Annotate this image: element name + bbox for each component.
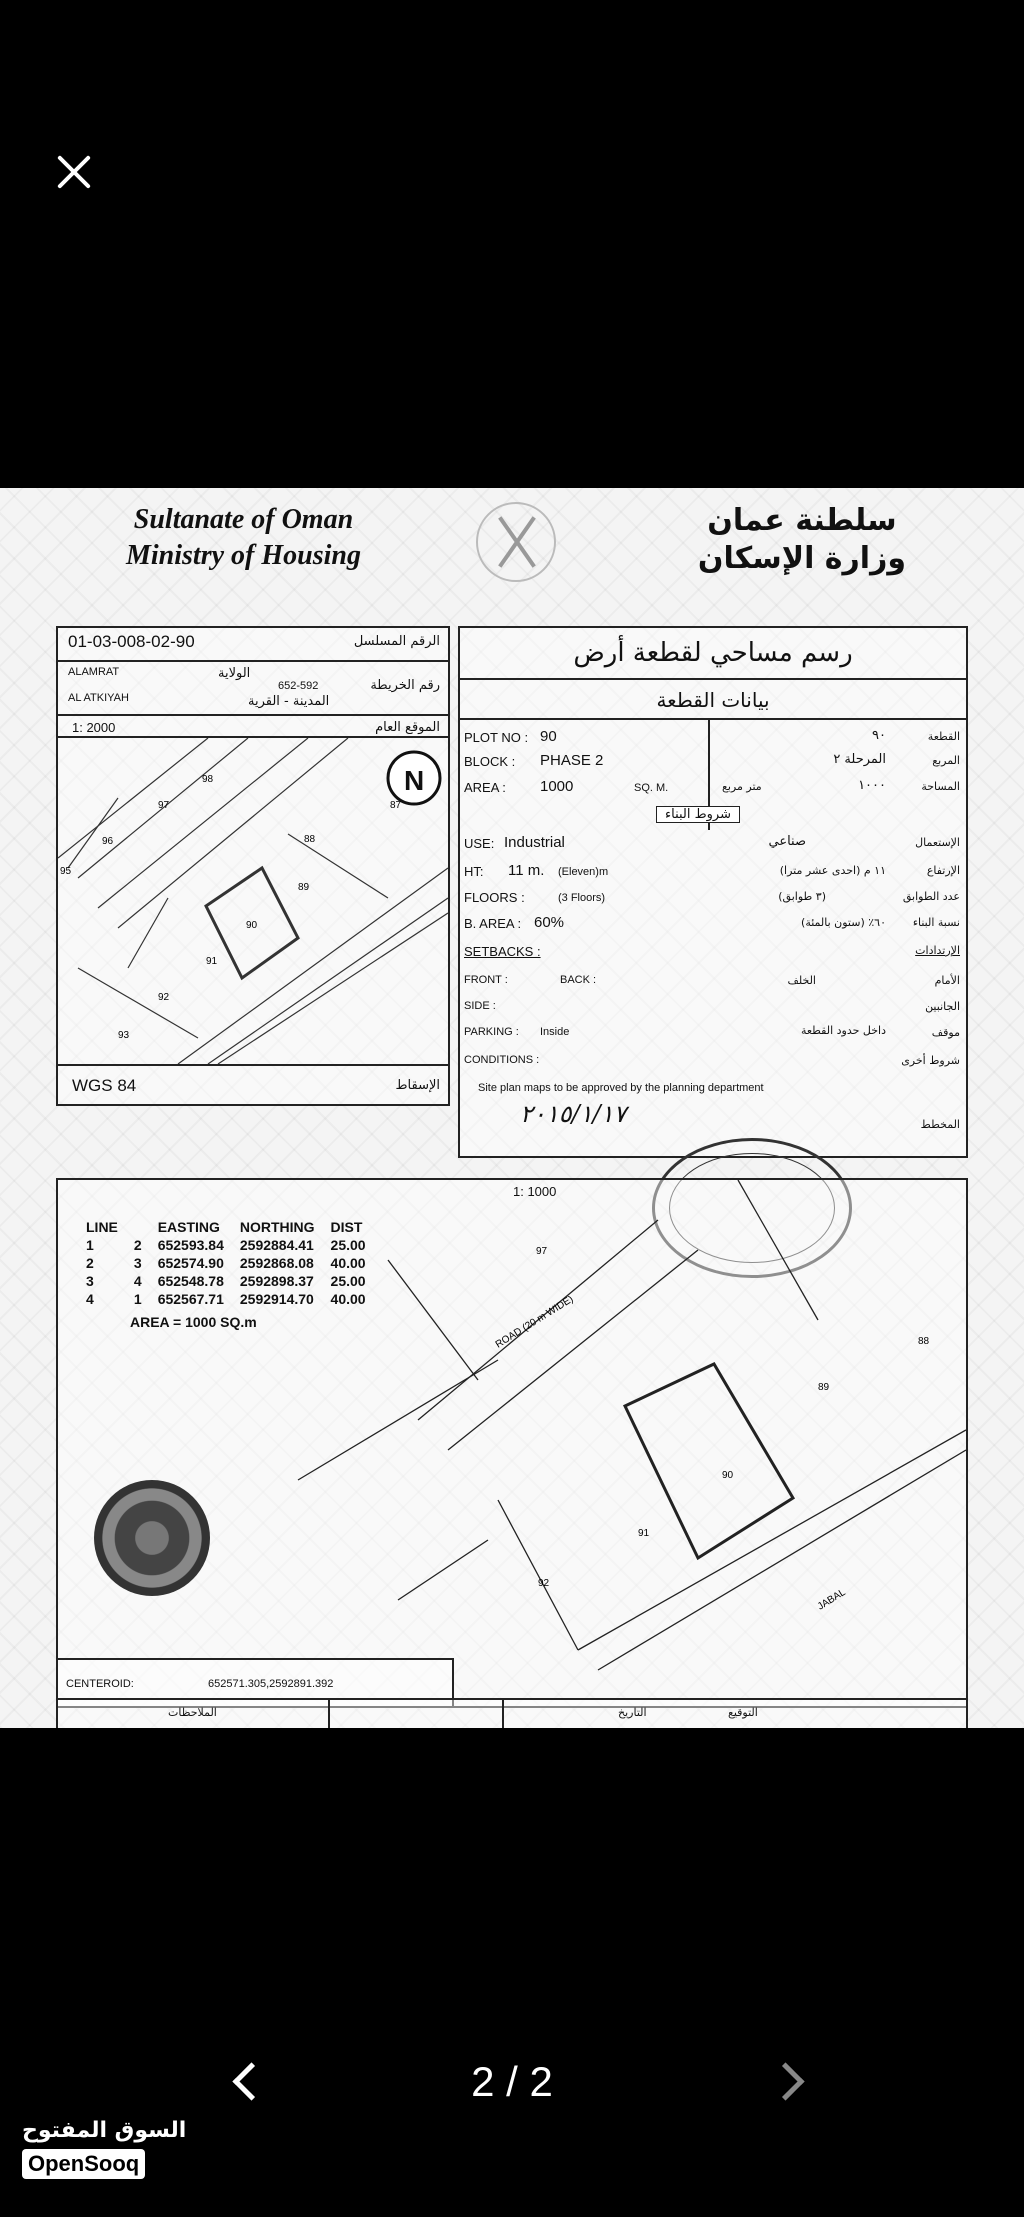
- table-cell: NORTHING: [239, 1219, 315, 1235]
- road-line: [208, 898, 448, 1064]
- block-value-ar: المرحلة ٢: [833, 752, 886, 767]
- map-number-label-ar: رقم الخريطة: [370, 678, 440, 693]
- plot-label: 97: [536, 1246, 548, 1257]
- general-map-drawing: [58, 738, 448, 1064]
- plot-label: 88: [918, 1336, 930, 1347]
- back-label: BACK :: [560, 974, 597, 986]
- other-conditions-label-ar: شروط أخرى: [901, 1054, 960, 1067]
- previous-image-button[interactable]: [222, 2060, 262, 2100]
- table-cell: 1: [86, 1237, 94, 1253]
- title-box: [458, 626, 968, 680]
- plot-label: 91: [206, 956, 218, 967]
- logo-english: OpenSooq: [22, 2149, 145, 2179]
- table-cell: DIST: [330, 1219, 363, 1235]
- general-scale: 1: 2000: [72, 720, 116, 735]
- table-cell: 4: [86, 1291, 94, 1307]
- table-cell: 2: [86, 1255, 94, 1271]
- plot-label: 88: [304, 834, 316, 845]
- table-cell: EASTING: [157, 1219, 220, 1235]
- area-label-ar: المساحة: [921, 780, 960, 793]
- table-cell: 2592884.41: [239, 1237, 314, 1253]
- planner-label-ar: المخطط: [920, 1118, 960, 1131]
- plot-label: 92: [158, 992, 170, 1003]
- area-value-ar: ١٠٠٠: [858, 778, 886, 793]
- plot-label: 92: [538, 1578, 550, 1589]
- logo-arabic: السوق المفتوح: [22, 2118, 187, 2143]
- projection-box: [56, 1064, 450, 1106]
- projection-label-ar: الإسقاط: [395, 1078, 440, 1093]
- area-unit-ar: متر مربع: [722, 780, 762, 793]
- building-area-value-ar: ٦٠٪ (ستون بالمئة): [801, 916, 886, 929]
- parking-value: Inside: [540, 1026, 570, 1038]
- block-label: BLOCK :: [464, 754, 516, 769]
- detail-map-panel: [56, 1178, 968, 1708]
- plot-no-label: PLOT NO :: [464, 730, 529, 745]
- height-label: HT:: [464, 864, 484, 879]
- signature-label-ar: التوقيع: [728, 1706, 758, 1719]
- parcel-line: [128, 898, 168, 968]
- building-area-value: 60%: [534, 914, 565, 931]
- plot-label: 93: [118, 1030, 130, 1041]
- table-cell: 2592868.08: [239, 1255, 314, 1271]
- table-cell: 25.00: [330, 1273, 366, 1289]
- jabal-label: JABAL: [815, 1587, 848, 1613]
- centeroid-label: CENTEROID:: [66, 1678, 134, 1690]
- plot-no-value-ar: ٩٠: [872, 728, 886, 743]
- back-label-ar: الخلف: [787, 974, 816, 987]
- parcel-line: [78, 968, 198, 1038]
- road-label: ROAD (20 m WIDE): [493, 1293, 576, 1351]
- centeroid-value: 652571.305,2592891.392: [208, 1678, 334, 1690]
- floors-value-ar: (٣ طوابق): [778, 890, 826, 903]
- height-words: (Eleven)m: [558, 866, 609, 878]
- setbacks-label: SETBACKS :: [464, 944, 541, 959]
- setbacks-label-ar: الإرتدادات: [915, 944, 960, 957]
- village-value: AL ATKIYAH: [68, 692, 129, 704]
- handwritten-date: ٢٠١٥/١/١٧: [520, 1100, 627, 1128]
- table-cell: 3: [86, 1273, 94, 1289]
- country-name: Sultanate of Oman: [133, 504, 354, 535]
- plot-label: 96: [102, 836, 114, 847]
- parking-label-ar: موقف: [931, 1026, 960, 1039]
- front-label-ar: الأمام: [934, 974, 960, 987]
- date-label-ar: التاريخ: [618, 1706, 647, 1719]
- use-label-ar: الإستعمال: [915, 836, 960, 849]
- general-location-map: [56, 736, 450, 1066]
- gallery-navigation: [0, 2040, 1024, 2120]
- plot-label: 98: [202, 774, 214, 785]
- plot-no-value: 90: [540, 728, 557, 745]
- general-location-label-ar: الموقع العام: [375, 720, 440, 735]
- ministry-name-ar: وزارة الإسكان: [697, 541, 906, 576]
- block-label-ar: المربع: [932, 754, 960, 767]
- next-image-button[interactable]: [768, 2060, 808, 2100]
- side-label-ar: الجانبين: [925, 1000, 960, 1013]
- table-cell: 2: [133, 1237, 142, 1253]
- block-value: PHASE 2: [540, 752, 604, 769]
- plot-data-header: [458, 678, 968, 720]
- table-cell: 40.00: [330, 1255, 366, 1271]
- plot-label: 95: [60, 866, 72, 877]
- detail-map-drawing: [58, 1180, 966, 1706]
- opensooq-logo: [22, 2118, 186, 2179]
- road-line: [218, 913, 448, 1064]
- table-cell: LINE: [86, 1219, 118, 1235]
- parcel-line: [68, 798, 118, 868]
- wilayat-value: ALAMRAT: [68, 666, 120, 678]
- area-value: 1000: [540, 778, 574, 795]
- official-seal-icon: [94, 1480, 210, 1596]
- image-counter: 2 / 2: [471, 2058, 553, 2105]
- plot-label: 89: [298, 882, 310, 893]
- wilayat-label-ar: الولاية: [218, 666, 251, 681]
- conditions-label: CONDITIONS :: [464, 1054, 540, 1066]
- use-label: USE:: [464, 836, 495, 851]
- plot-label: 87: [390, 800, 402, 811]
- serial-box: [56, 626, 450, 738]
- serial-number: 01-03-008-02-90: [68, 632, 195, 651]
- plot-90-boundary: [625, 1364, 793, 1558]
- map-number: 652-592: [278, 680, 319, 692]
- document-title-ar: رسم مساحي لقطعة أرض: [573, 638, 853, 668]
- area-label: AREA :: [464, 780, 506, 795]
- plot-data-panel: [458, 718, 968, 1158]
- floors-value: (3 Floors): [558, 892, 606, 904]
- front-label: FRONT :: [464, 974, 508, 986]
- plot-label: 91: [638, 1528, 650, 1539]
- plot-label: 90: [246, 920, 258, 931]
- plot-data-label-ar: بيانات القطعة: [656, 688, 770, 712]
- ministry-name: Ministry of Housing: [126, 540, 361, 571]
- remarks-label-ar: الملاحظات: [168, 1706, 217, 1719]
- north-label: N: [404, 765, 425, 796]
- plot-no-label-ar: القطعة: [927, 730, 960, 743]
- height-value-ar: ١١ م (احدى عشر مترا): [779, 864, 886, 877]
- parking-value-ar: داخل حدود القطعة: [800, 1024, 886, 1037]
- plot-label: 90: [722, 1470, 734, 1481]
- document-image: [0, 488, 1024, 1728]
- height-value: 11 m.: [508, 862, 545, 879]
- total-area: AREA = 1000 SQ.m: [130, 1314, 257, 1330]
- floors-label-ar: عدد الطوابق: [902, 890, 960, 903]
- floors-label: FLOORS :: [464, 890, 525, 905]
- serial-label-ar: الرقم المسلسل: [353, 634, 440, 649]
- site-plan-note: Site plan maps to be approved by the planning department: [478, 1082, 764, 1094]
- village-label-ar: المدينة - القرية: [248, 694, 330, 709]
- table-cell: 2592914.70: [239, 1291, 314, 1307]
- area-unit: SQ. M.: [634, 782, 669, 794]
- use-value: Industrial: [504, 834, 565, 851]
- country-name-ar: سلطنة عمان: [707, 503, 897, 538]
- building-area-label-ar: نسبة البناء: [912, 916, 960, 929]
- table-cell: 4: [133, 1273, 142, 1289]
- road-line: [58, 738, 208, 858]
- header-arabic: [698, 502, 906, 578]
- table-cell: 2592898.37: [239, 1273, 314, 1289]
- building-conditions-label-ar: شروط البناء: [656, 806, 740, 823]
- header-english: [126, 502, 361, 574]
- footer-strip: [56, 1698, 968, 1728]
- oman-emblem-icon: [476, 502, 556, 582]
- projection-value: WGS 84: [72, 1076, 137, 1095]
- parking-label: PARKING :: [464, 1026, 519, 1038]
- close-button[interactable]: [52, 150, 96, 194]
- table-cell: 1: [133, 1291, 142, 1307]
- table-cell: 652548.78: [157, 1273, 224, 1289]
- table-cell: 40.00: [330, 1291, 366, 1307]
- plot-label: 89: [818, 1382, 830, 1393]
- side-label: SIDE :: [464, 1000, 496, 1012]
- building-area-label: B. AREA :: [464, 916, 522, 931]
- road-line: [118, 738, 348, 928]
- table-cell: 3: [133, 1255, 142, 1271]
- detail-scale: 1: 1000: [513, 1184, 557, 1199]
- table-cell: 25.00: [330, 1237, 366, 1253]
- height-label-ar: الإرتفاع: [926, 864, 960, 877]
- plot-label: 97: [158, 800, 170, 811]
- table-cell: 652593.84: [157, 1237, 224, 1253]
- table-cell: 652567.71: [157, 1291, 224, 1307]
- use-value-ar: صناعي: [768, 834, 806, 849]
- road-line: [98, 738, 308, 908]
- table-cell: 652574.90: [157, 1255, 224, 1271]
